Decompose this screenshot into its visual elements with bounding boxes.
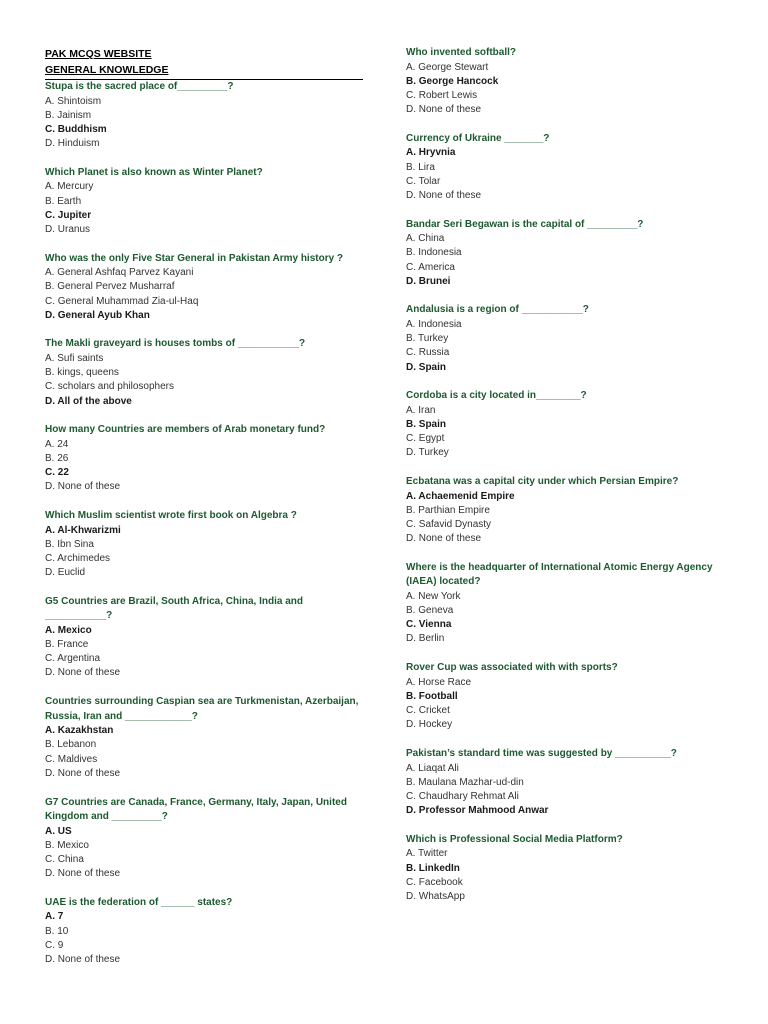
answer-option: C. Cricket: [406, 705, 450, 717]
question-text: UAE is the federation of ______ states?: [45, 896, 233, 908]
question-block: [45, 896, 365, 967]
answer-option: A. Horse Race: [406, 676, 472, 688]
answer-option: D. None of these: [45, 767, 121, 779]
answer-option: B. Earth: [45, 195, 82, 207]
correct-option: D. General Ayub Khan: [45, 309, 150, 321]
correct-option: A. Achaemenid Empire: [406, 490, 515, 502]
question-block: [45, 252, 365, 323]
question-text: Which is Professional Social Media Platform?: [406, 833, 623, 845]
answer-option: C. Facebook: [406, 876, 463, 888]
correct-option: B. LinkedIn: [406, 862, 460, 874]
answer-option: D. Uranus: [45, 223, 91, 235]
answer-option: D. WhatsApp: [406, 890, 465, 902]
answer-option: B. Parthian Empire: [406, 504, 490, 516]
site-title: PAK MCQS WEBSITE: [45, 48, 152, 60]
answer-option: D. None of these: [406, 189, 482, 201]
answer-option: B. Ibn Sina: [45, 538, 94, 550]
answer-option: C. America: [406, 261, 455, 273]
question-block: [45, 166, 365, 237]
answer-option: D. None of these: [45, 868, 121, 880]
correct-option: C. Buddhism: [45, 123, 107, 135]
answer-option: C. General Muhammad Zia-ul-Haq: [45, 295, 199, 307]
answer-option: C. Maldives: [45, 753, 98, 765]
correct-option: C. Jupiter: [45, 209, 92, 221]
question-block: [406, 218, 736, 289]
answer-option: C. Argentina: [45, 653, 101, 665]
question-text: Cordoba is a city located in________?: [406, 390, 587, 402]
answer-option: B. Jainism: [45, 109, 92, 121]
answer-option: D. None of these: [406, 104, 482, 116]
question-text: Pakistan’s standard time was suggested by __________?: [406, 748, 677, 759]
answer-option: C. Tolar: [406, 175, 441, 187]
answer-option: A. Indonesia: [406, 318, 462, 330]
answer-option: D. None of these: [45, 667, 121, 679]
answer-option: B. Geneva: [406, 605, 454, 617]
answer-option: A. 24: [45, 438, 69, 450]
answer-option: B. Mexico: [45, 839, 89, 851]
question-block: [45, 509, 365, 580]
answer-option: B. 26: [45, 452, 69, 464]
correct-option: D. Brunei: [406, 275, 451, 287]
answer-option: D. Euclid: [45, 567, 86, 579]
answer-option: B. Indonesia: [406, 247, 462, 259]
answer-option: A. Mercury: [45, 181, 94, 193]
correct-option: A. Mexico: [45, 624, 92, 636]
answer-option: B. 10: [45, 925, 69, 937]
question-block: [406, 475, 736, 546]
answer-option: C. Russia: [406, 347, 450, 359]
answer-option: B. kings, queens: [45, 367, 119, 379]
answer-option: C. Archimedes: [45, 552, 111, 564]
question-text: Stupa is the sacred place of_________?: [45, 81, 234, 92]
answer-option: A. Sufi saints: [45, 352, 104, 364]
question-block: [406, 389, 736, 460]
question-text: Who was the only Five Star General in Pakistan Army history ?: [45, 252, 344, 264]
answer-option: A. Liaqat Ali: [406, 762, 459, 774]
question-text: Where is the headquarter of International Atomic Energy Agency (IAEA) located?: [406, 561, 713, 588]
question-block: [406, 46, 736, 117]
question-block: [406, 132, 736, 203]
answer-option: C. Safavid Dynasty: [406, 518, 492, 530]
answer-option: A. Iran: [406, 404, 436, 416]
question-list: [45, 80, 365, 967]
answer-option: C. scholars and philosophers: [45, 381, 174, 393]
answer-option: D. Hinduism: [45, 138, 100, 150]
question-text: G7 Countries are Canada, France, Germany, Italy, Japan, United Kingdom and _________?: [45, 796, 347, 822]
correct-option: D. Spain: [406, 361, 447, 373]
answer-option: B. France: [45, 639, 89, 651]
answer-option: D. None of these: [45, 953, 121, 965]
correct-option: D. Professor Mahmood Anwar: [406, 805, 549, 817]
left-column: [45, 46, 365, 982]
answer-option: D. None of these: [45, 481, 121, 493]
answer-option: A. New York: [406, 590, 461, 602]
question-text: Andalusia is a region of ___________?: [406, 304, 589, 316]
correct-option: A. Kazakhstan: [45, 725, 114, 737]
answer-option: A. Twitter: [406, 848, 448, 860]
question-block: [406, 561, 736, 647]
answer-option: B. Lira: [406, 161, 435, 173]
question-text: Ecbatana was a capital city under which Persian Empire?: [406, 476, 679, 488]
question-block: [45, 796, 365, 882]
right-column: [406, 46, 736, 919]
question-list: [406, 46, 736, 904]
answer-option: A. General Ashfaq Parvez Kayani: [45, 267, 194, 279]
correct-option: A. Al-Khwarizmi: [45, 524, 121, 536]
question-text: The Makli graveyard is houses tombs of ___________?: [45, 338, 306, 350]
answer-option: D. None of these: [406, 533, 482, 545]
answer-option: B. Maulana Mazhar-ud-din: [406, 776, 524, 788]
correct-option: B. Football: [406, 690, 458, 702]
question-block: [45, 337, 365, 408]
question-block: [45, 595, 365, 681]
question-text: Who invented softball?: [406, 47, 516, 58]
answer-option: B. Lebanon: [45, 739, 97, 751]
correct-option: A. Hryvnia: [406, 147, 456, 159]
answer-option: C. Robert Lewis: [406, 89, 478, 101]
correct-option: C. Vienna: [406, 619, 452, 631]
question-block: [45, 423, 365, 494]
answer-option: B. General Pervez Musharraf: [45, 281, 175, 293]
answer-option: C. China: [45, 853, 84, 865]
correct-option: C. 22: [45, 467, 69, 479]
correct-option: B. George Hancock: [406, 75, 499, 87]
answer-option: D. Berlin: [406, 633, 445, 645]
answer-option: D. Hockey: [406, 719, 453, 731]
correct-option: A. 7: [45, 911, 64, 923]
question-block: [406, 833, 736, 904]
answer-option: C. 9: [45, 939, 64, 951]
section-title: GENERAL KNOWLEDGE: [45, 64, 169, 76]
question-text: Which Muslim scientist wrote first book on Algebra ?: [45, 510, 297, 522]
answer-option: C. Chaudhary Rehmat Ali: [406, 790, 519, 802]
question-block: [45, 695, 365, 781]
question-block: [45, 80, 365, 151]
answer-option: A. George Stewart: [406, 61, 489, 73]
question-text: How many Countries are members of Arab monetary fund?: [45, 424, 326, 436]
question-text: Countries surrounding Caspian sea are Turkmenistan, Azerbaijan, Russia, Iran and ____________?: [45, 696, 359, 722]
question-text: Which Planet is also known as Winter Planet?: [45, 166, 263, 178]
correct-option: A. US: [45, 825, 72, 837]
question-block: [406, 747, 736, 818]
correct-option: B. Spain: [406, 418, 447, 430]
question-text: Currency of Ukraine _______?: [406, 132, 550, 144]
question-block: [406, 661, 736, 732]
answer-option: C. Egypt: [406, 433, 445, 445]
answer-option: D. Turkey: [406, 447, 449, 459]
question-text: Bandar Seri Begawan is the capital of _________?: [406, 218, 644, 230]
correct-option: D. All of the above: [45, 395, 132, 407]
answer-option: A. China: [406, 233, 445, 245]
question-text: Rover Cup was associated with with sports?: [406, 662, 618, 674]
question-text: G5 Countries are Brazil, South Africa, China, India and ___________?: [45, 595, 304, 622]
answer-option: B. Turkey: [406, 333, 449, 345]
question-block: [406, 303, 736, 374]
answer-option: A. Shintoism: [45, 95, 102, 107]
